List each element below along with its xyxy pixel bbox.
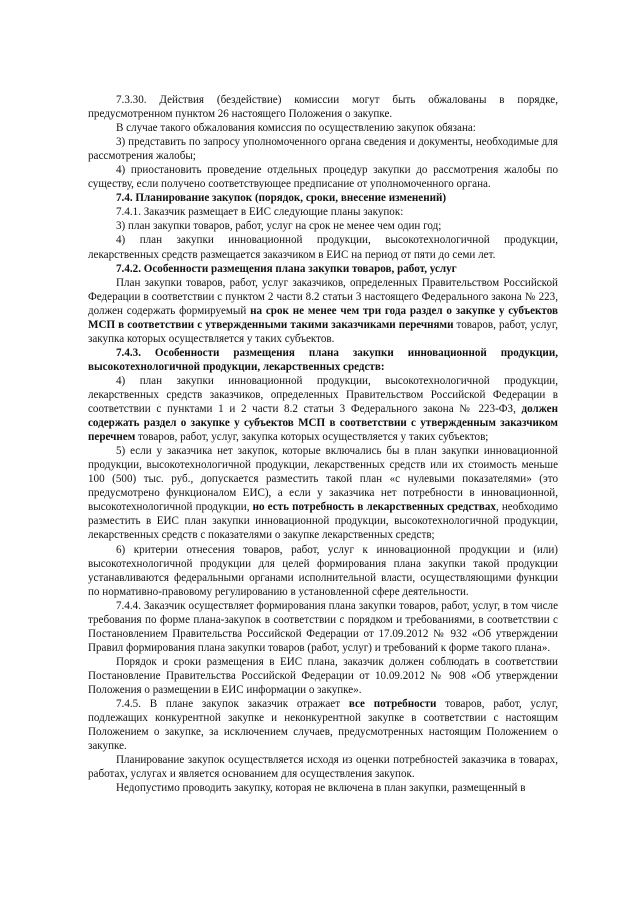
section-heading-7-4-2: 7.4.2. Особенности размещения плана закупки товаров, работ, услуг — [116, 262, 457, 275]
document-page — [88, 93, 558, 795]
list-item-4-suspend: 4) приостановить проведение отдельных процедур закупки до рассмотрения жалобы по существу, если получено соответствующее предписание от уполномоченного органа. — [88, 164, 558, 191]
list-item-4-innovation-plan: 4) план закупки инновационной продукции, высокотехнологичной продукции, лекарственных средств размещается заказчиком в ЕИС на период от пяти до семи лет. — [88, 234, 558, 261]
list-item-3-goods-plan: 3) план закупки товаров, работ, услуг на срок не менее чем один год; — [116, 220, 442, 233]
paragraph-placement-order: Порядок и сроки размещения в ЕИС плана, заказчик должен соблюдать в соответствии Постановление Правительства Российской Федерации от 10.09.2012 № 908 «Об утверждении Положения о размещении в ЕИС информации о закупке». — [88, 655, 558, 696]
section-heading-7-4-3: 7.4.3. Особенности размещения плана закупки инновационной продукции, высокотехнологичной продукции, лекарственных средств: — [88, 346, 558, 373]
paragraph-7-3-30: 7.3.30. Действия (бездействие) комиссии могут быть обжалованы в порядке, предусмотренном пунктом 26 настоящего Положения о закупке. — [88, 94, 558, 121]
list-item-6-criteria: 6) критерии отнесения товаров, работ, услуг к инновационной продукции и (или) высокотехнологичной продукции для целей формирования плана закупки такой продукции устанавливаются федеральными органами исполнительной власти, осуществляющими функции по нормативно-правовому регулированию в установленной сфере деятельности. — [88, 543, 558, 598]
paragraph-planning-basis: Планирование закупок осуществляется исходя из оценки потребностей заказчика в товарах, работах, услугах и является основанием для осуществления закупок. — [88, 754, 558, 781]
paragraph-7-4-1: 7.4.1. Заказчик размещает в ЕИС следующие планы закупок: — [116, 206, 404, 219]
paragraph-appeal-duties: В случае такого обжалования комиссия по осуществлению закупок обязана: — [116, 122, 476, 135]
paragraph-inadmissible: Недопустимо проводить закупку, которая не включена в план закупки, размещенный в — [116, 782, 526, 795]
paragraph-7-4-4: 7.4.4. Заказчик осуществляет формирования плана закупки товаров, работ, услуг, в том числе требования по форме плана-закупок в соответствии с порядком и требованиями, в соответствии с Постановлением Правительства Российской Федерации от 17.09.2012 № 932 «Об утверждении Правил формирования плана закупки товаров (работ, услуг) и требований к форме такого плана». — [88, 599, 558, 654]
list-item-4-innovation-msp: 4) план закупки инновационной продукции, высокотехнологичной продукции, лекарственных средств заказчиков, определенных Правительством Российской Федерации в соответствии с пунктами 1 и 2 части 8.2 статьи 3 Федерального закона № 223-ФЗ, должен содержать раздел о закупке у субъектов МСП в соответствии с утвержденным заказчиком перечнем товаров, работ, услуг, закупка которых осуществляется у таких субъектов; — [88, 374, 558, 444]
section-heading-7-4: 7.4. Планирование закупок (порядок, сроки, внесение изменений) — [116, 192, 447, 205]
paragraph-msp-section: План закупки товаров, работ, услуг заказчиков, определенных Правительством Российской Федерации в соответствии с пунктом 2 части 8.2 статьи 3 настоящего Федерального закона № 223, должен содержать формируемый на срок не менее чем три года раздел о закупке у субъектов МСП в соответствии с утвержденными такими заказчиками перечнями товаров, работ, услуг, закупка которых осуществляется у таких субъектов. — [88, 276, 559, 345]
list-item-3-provide-info: 3) представить по запросу уполномоченного органа сведения и документы, необходимые для рассмотрения жалобы; — [88, 136, 558, 163]
paragraph-7-4-5: 7.4.5. В плане закупок заказчик отражает все потребности товаров, работ, услуг, подлежащих конкурентной закупке и неконкурентной закупке в соответствии с настоящим Положением о закупке, за исключением случаев, предусмотренных настоящим Положением о закупке. — [88, 698, 558, 753]
list-item-5-zero-plan: 5) если у заказчика нет закупок, которые включались бы в план закупки инновационной продукции, высокотехнологичной продукции, лекарственных средств или их стоимость меньше 100 (500) тыс. руб., допускается разместить такой план «с нулевыми показателями» (это предусмотрено функционалом ЕИС), а если у заказчика нет потребности в инновационной, высокотехнологичной продукции, но есть потребность в лекарственных средствах, необходимо разместить в ЕИС план закупки инновационной продукции, высокотехнологичной продукции, лекарственных средств с показателями о закупке лекарственных средств; — [88, 445, 558, 542]
